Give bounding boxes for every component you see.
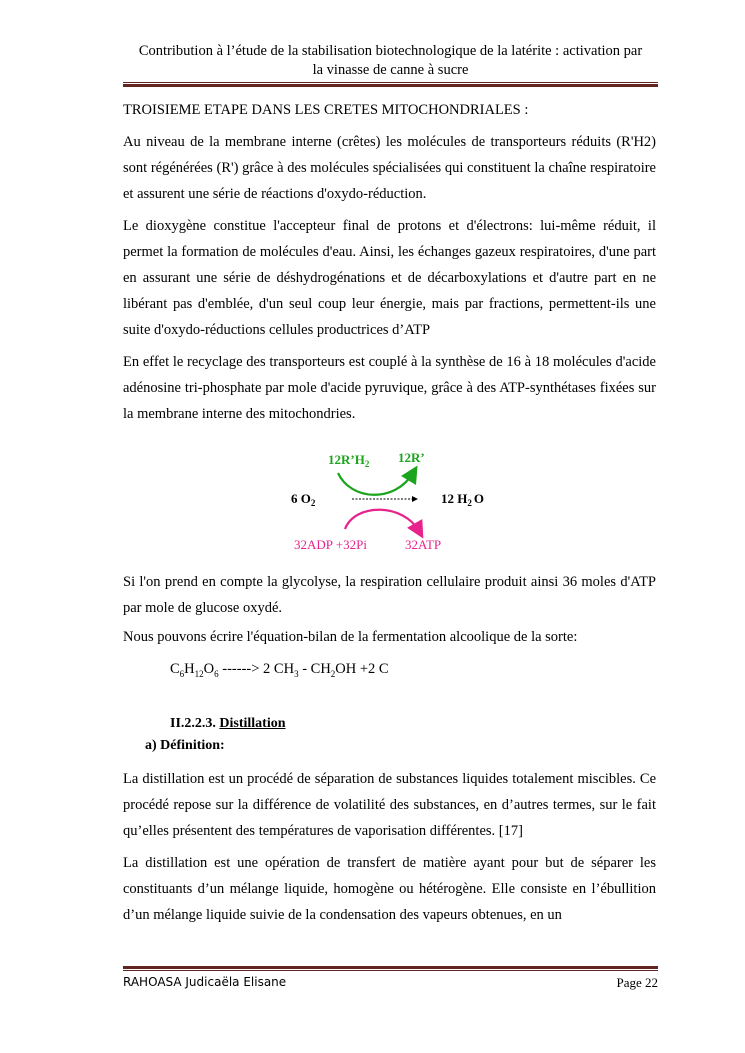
footer-author: RAHOASA Judicaëla Elisane <box>123 975 287 989</box>
label-o2: 6 $O_2$ <box>291 491 316 508</box>
running-header <box>123 42 658 80</box>
footer-page-number: Page 22 <box>616 975 658 990</box>
subheading-definition: a) Définition: <box>145 737 225 753</box>
footer-rule-thin <box>123 970 658 971</box>
paragraph-4: Si l'on prend en compte la glycolyse, la respiration cellulaire produit ainsi 36 moles d'ATP par mole de glucose oxydé. <box>123 574 656 616</box>
page-body <box>123 100 656 934</box>
respiratory-chain-diagram <box>123 439 656 561</box>
fermentation-equation: $C_6H_{12}O_6$ ------> 2 $CH_3 - CH_2OH +2$ C <box>170 661 389 679</box>
label-12r: 12R’ <box>398 450 425 465</box>
label-h2o: 12 $H_2$ O <box>441 491 484 508</box>
label-12rh2: $12R’H_2$ <box>328 452 370 469</box>
paragraph-6: La distillation est un procédé de séparation de substances liquides totalement miscibles. Ce procédé repose sur la différence de volatilité des substances, en d’autres termes, sur le fait qu’elles présentent des températures de vaporisation différentes. [17] <box>123 770 656 839</box>
section-title: TROISIEME ETAPE DANS LES CRETES MITOCHONDRIALES : <box>123 102 529 118</box>
paragraph-7: La distillation est une opération de transfert de matière ayant pour but de séparer les constituants d’un mélange liquide, homogène ou hétérogène. Elle consiste en l’ébullition d’un mélange liquide suivie de la condensation des vapeurs obtenues, en un <box>123 854 656 923</box>
paragraph-1: Au niveau de la membrane interne (crêtes) les molécules de transporteurs réduits (R'H2) sont régénérées (R') grâce à des molécules spécialisées qui constituent la chaîne respiratoire et assurent une série de réactions d'oxydo-réduction. <box>123 134 656 202</box>
footer-rule-thick <box>123 966 658 969</box>
magenta-arrow <box>345 510 419 531</box>
header-rule-thin <box>123 82 658 83</box>
paragraph-3: En effet le recyclage des transporteurs est couplé à la synthèse de 16 à 18 molécules d'acide adénosine tri-phosphate par mole d'acide pyruvique, grâce à des ATP-synthétases fixées sur la membrane interne des mitochondries. <box>123 354 656 422</box>
heading-title: Distillation <box>219 715 286 731</box>
diagram-svg <box>123 439 656 561</box>
header-title-line2: la vinasse de canne à sucre <box>312 62 469 78</box>
paragraph-5: Nous pouvons écrire l'équation-bilan de la fermentation alcoolique de la sorte: <box>123 629 578 645</box>
header-rule-thick <box>123 84 658 87</box>
header-title-line1: Contribution à l’étude de la stabilisation biotechnologique de la latérite : activation par <box>138 43 643 59</box>
label-adp-pi: 32ADP +32Pi <box>294 537 367 552</box>
paragraph-2: Le dioxygène constitue l'accepteur final de protons et d'électrons: lui-même réduit, il permet la formation de molécules d'eau. Ainsi, les échanges gazeux respiratoires, d'une part en assurant une série de déshydrogénations et de décarboxylations et d'autre part en ne libérant pas d'emblée, d'un seul coup leur énergie, mais par fractions, permettent-ils une suite d'oxydo-réductions cellules productrices d’ATP <box>123 218 656 338</box>
label-atp: 32ATP <box>405 537 442 552</box>
section-heading-distillation <box>170 716 656 732</box>
page-footer <box>123 975 658 991</box>
heading-number: II.2.2.3. <box>170 715 216 731</box>
green-arrow <box>338 473 413 495</box>
